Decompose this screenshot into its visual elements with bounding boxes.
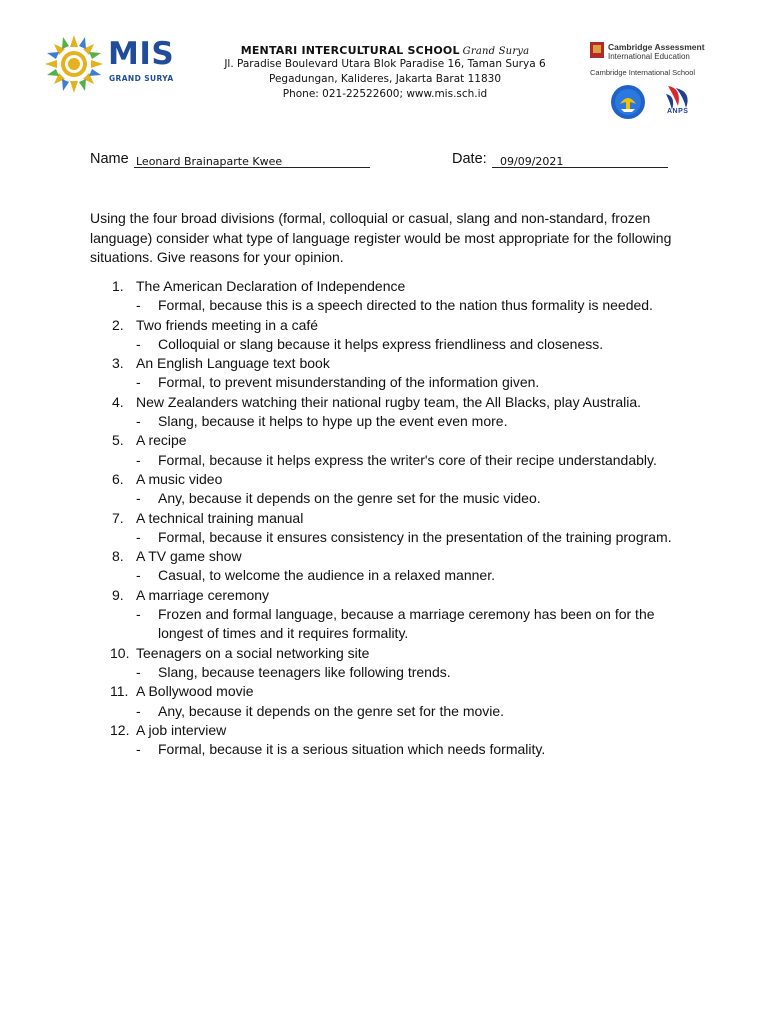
answer-dash: - (136, 335, 141, 352)
school-name (205, 44, 565, 57)
question-text: A recipe (136, 432, 187, 449)
list-item (90, 644, 690, 683)
list-item (90, 316, 690, 355)
question-row (90, 354, 690, 373)
answer-row (90, 489, 690, 508)
list-item (90, 721, 690, 760)
question-row (90, 316, 690, 335)
answer-text: Formal, because it is a serious situation which needs formality. (158, 741, 546, 758)
answer-text: Slang, because it helps to hype up the event even more. (158, 413, 508, 430)
answer-row (90, 566, 690, 585)
question-row (90, 547, 690, 566)
question-row (90, 393, 690, 412)
question-row (90, 682, 690, 701)
answer-dash: - (136, 741, 141, 758)
answer-row (90, 663, 690, 682)
question-row (90, 644, 690, 663)
question-number: 7. (112, 509, 124, 526)
question-number: 4. (112, 393, 124, 410)
answer-text: Any, because it depends on the genre set for the music video. (158, 490, 541, 507)
list-item (90, 586, 690, 644)
question-row (90, 586, 690, 605)
answer-row (90, 412, 690, 431)
answer-dash: - (136, 297, 141, 314)
school-logo (44, 34, 184, 96)
cambridge-subtitle: International Education (608, 52, 690, 61)
cambridge-school-label: Cambridge International School (590, 68, 696, 77)
answer-row (90, 373, 690, 392)
date-label: Date: (452, 151, 487, 167)
anps-text: ANPS (667, 108, 689, 115)
answer-text: Formal, because it helps express the writer's core of their recipe understandably. (158, 451, 657, 468)
question-number: 8. (112, 548, 124, 565)
question-text: The American Declaration of Independence (136, 278, 406, 294)
question-row (90, 470, 690, 489)
answer-text: Slang, because teenagers like following trends. (158, 663, 451, 680)
list-item (90, 682, 690, 721)
list-item (90, 470, 690, 509)
date-value: 09/09/2021 (500, 155, 564, 168)
list-item (90, 509, 690, 548)
question-row (90, 277, 690, 296)
list-item (90, 277, 690, 316)
school-address-1: Jl. Paradise Boulevard Utara Blok Paradise 16, Taman Surya 6 (224, 58, 546, 70)
question-text: A technical training manual (136, 509, 304, 526)
question-row (90, 721, 690, 740)
answer-text: Colloquial or slang because it helps express friendliness and closeness. (158, 335, 604, 352)
question-text: An English Language text book (136, 355, 330, 372)
logo-text: MIS (108, 36, 175, 72)
anps-logo-icon (662, 82, 696, 122)
question-text: A marriage ceremony (136, 586, 270, 603)
list-item (90, 354, 690, 393)
answer-row (90, 335, 690, 354)
name-value: Leonard Brainaparte Kwee (136, 155, 283, 168)
question-text: A job interview (136, 721, 227, 738)
answer-dash: - (136, 451, 141, 468)
question-number: 2. (112, 316, 124, 333)
question-number: 11. (110, 683, 129, 700)
answer-text: Formal, because it ensures consistency in the presentation of the training program. (158, 528, 672, 545)
cambridge-shield-icon (590, 42, 604, 58)
school-contact: Phone: 021-22522600; www.mis.sch.id (282, 88, 488, 100)
answer-dash: - (136, 490, 141, 507)
school-name-script: Grand Surya (462, 46, 530, 57)
list-item (90, 393, 690, 432)
sun-icon (44, 34, 104, 94)
question-number: 9. (112, 586, 124, 603)
answer-row (90, 605, 690, 644)
question-text: A TV game show (136, 548, 242, 565)
answer-row (90, 296, 690, 315)
question-number: 1. (112, 278, 124, 294)
answer-row (90, 740, 690, 759)
answer-dash: - (136, 663, 141, 680)
list-item (90, 547, 690, 586)
question-number: 6. (112, 470, 124, 487)
question-list (90, 277, 690, 759)
school-name-text: MENTARI INTERCULTURAL SCHOOL (240, 44, 460, 57)
question-number: 12. (110, 721, 130, 738)
question-text: A Bollywood movie (136, 683, 254, 700)
answer-text: Formal, because this is a speech directed to the nation thus formality is needed. (158, 297, 653, 314)
instructions-text: Using the four broad divisions (formal, colloquial or casual, slang and non-standard, frozen language) consider what type of language register would be most appropriate for the following situations. Give reasons for your opinion. (90, 210, 672, 265)
question-text: A music video (136, 470, 223, 487)
school-address-2: Pegadungan, Kalideres, Jakarta Barat 11830 (268, 73, 502, 85)
question-row (90, 509, 690, 528)
answer-dash: - (136, 606, 141, 623)
answer-row (90, 451, 690, 470)
answer-dash: - (136, 413, 141, 430)
question-text: New Zealanders watching their national rugby team, the All Blacks, play Australia. (136, 393, 642, 410)
logo-subtitle: GRAND SURYA (109, 74, 174, 83)
name-label: Name (90, 151, 129, 167)
tut-wuri-handayani-icon (610, 84, 646, 120)
answer-row (90, 528, 690, 547)
cambridge-title: Cambridge Assessment (608, 42, 705, 52)
answer-row (90, 702, 690, 721)
answer-text: Any, because it depends on the genre set for the movie. (158, 702, 505, 719)
question-row (90, 431, 690, 450)
answer-dash: - (136, 702, 141, 719)
question-text: Teenagers on a social networking site (136, 644, 370, 661)
answer-dash: - (136, 528, 141, 545)
answer-text: Formal, to prevent misunderstanding of the information given. (158, 374, 540, 391)
answer-dash: - (136, 374, 141, 391)
list-item (90, 431, 690, 470)
question-number: 5. (112, 432, 124, 449)
question-number: 10. (110, 644, 130, 661)
answer-text: Frozen and formal language, because a marriage ceremony has been on for the longest of times and it requires formality. (158, 606, 655, 642)
school-info (205, 44, 565, 102)
answer-text: Casual, to welcome the audience in a relaxed manner. (158, 567, 495, 584)
question-text: Two friends meeting in a café (136, 316, 319, 333)
answer-dash: - (136, 567, 141, 584)
question-number: 3. (112, 355, 124, 372)
